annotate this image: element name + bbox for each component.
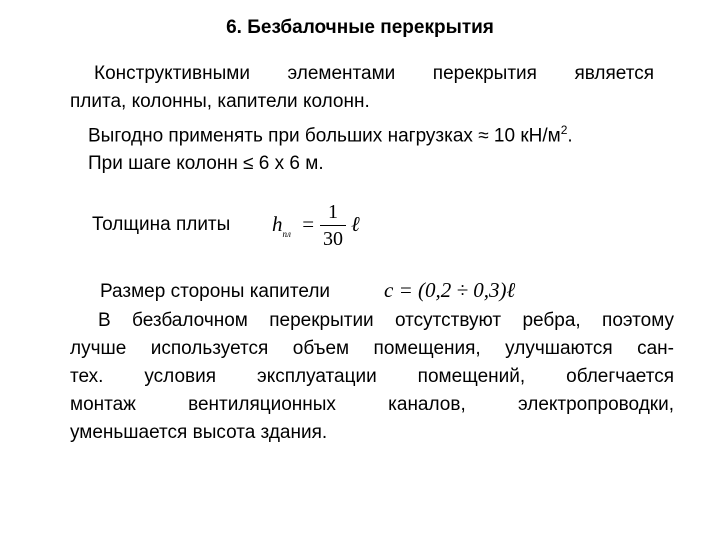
thickness-label: Толщина плиты [92, 214, 231, 235]
fraction-denominator: 30 [323, 228, 343, 250]
paragraph-advantages-line5: уменьшается высота здания. [70, 422, 328, 443]
fraction-bar [320, 225, 346, 226]
capital-ell: ℓ [506, 278, 516, 302]
thickness-formula-lhs [272, 212, 314, 239]
section-title: 6. Безбалочные перекрытия [226, 17, 494, 38]
paragraph-column-spacing: При шаге колонн ≤ 6 x 6 м. [88, 153, 324, 174]
paragraph-advantages-line2: лучше используется объем помещения, улучшаются сан- [70, 338, 674, 359]
paragraph-advantages-line3: тех. условия эксплуатации помещений, облегчается [70, 366, 674, 387]
paragraph-load [88, 116, 688, 150]
paragraph-elements [70, 60, 654, 116]
thickness-var: h [272, 212, 283, 236]
paragraph-advantages-line4: монтаж вентиляционных каналов, электропроводки, [70, 394, 674, 415]
thickness-subscript: пл [282, 229, 291, 239]
thickness-equals: = [302, 212, 315, 236]
paragraph-advantages [70, 307, 674, 447]
paragraph-load-text: Выгодно применять при больших нагрузках ≈ 10 кН/м [88, 125, 561, 147]
thickness-ell: ℓ [351, 212, 360, 236]
paragraph-elements-line1: Конструктивными элементами перекрытия является [94, 63, 654, 84]
thickness-fraction [320, 201, 346, 250]
superscript-2: 2 [560, 123, 568, 137]
capital-formula [384, 278, 515, 303]
capital-formula-text: c = (0,2 ÷ 0,3) [384, 278, 507, 302]
fraction-numerator: 1 [328, 201, 338, 223]
paragraph-advantages-line1: В безбалочном перекрытии отсутствуют ребра, поэтому [98, 310, 674, 331]
paragraph-elements-line2: плита, колонны, капители колонн. [70, 91, 370, 112]
capital-label: Размер стороны капители [100, 281, 331, 302]
paragraph-load-end: . [567, 125, 573, 147]
